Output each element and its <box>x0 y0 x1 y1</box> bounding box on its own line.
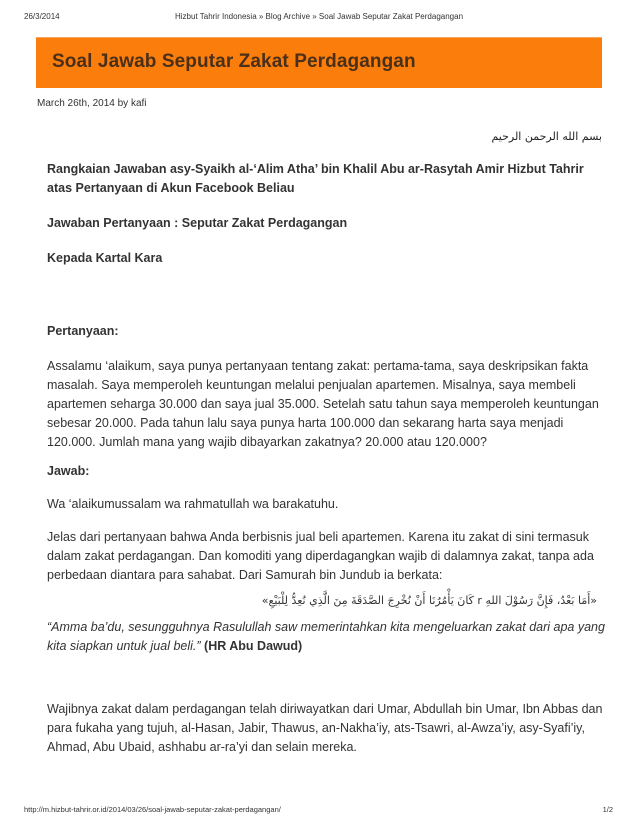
answer-greeting: Wa ‘alaikumussalam wa rahmatullah wa barakatuhu. <box>47 497 339 511</box>
article-recipient: Kepada Kartal Kara <box>47 251 163 265</box>
hadith-translation: “Amma ba’du, sesungguhnya Rasulullah saw memerintahkan kita mengeluarkan zakat dari apa yang kita siapkan untuk jual beli.” <box>47 620 605 653</box>
answer-paragraph-1: Jelas dari pertanyaan bahwa Anda berbisnis jual beli apartemen. Karena itu zakat di sini termasuk dalam zakat perdagangan. Dan komoditi yang diperdagangkan wajib di dalamnya zakat, tanpa ada perbedaan diantara para sahabat. Dari Samurah bin Jundub ia berkata: <box>47 530 594 582</box>
print-date: 26/3/2014 <box>24 12 60 21</box>
hadith-block <box>47 618 607 656</box>
footer-url[interactable]: http://m.hizbut-tahrir.or.id/2014/03/26/soal-jawab-seputar-zakat-perdagangan/ <box>24 805 281 814</box>
hadith-arabic: «أَمَا بَعْدُ، فَإِنَّ رَسُوْلَ اللهِ r كَانَ يَأْمُرُنَا أَنْ نُخْرِجَ الصَّدَقَةَ مِنَ الَّذِي نُعِدُّ لِلْبَيْعِ» <box>261 594 597 607</box>
bismillah: بسم الله الرحمن الرحيم <box>491 130 602 143</box>
article-title-bar <box>36 37 602 88</box>
answer-paragraph-2: Wajibnya zakat dalam perdagangan telah diriwayatkan dari Umar, Abdullah bin Umar, Ibn Abbas dan para fukaha yang tujuh, al-Hasan, Jabir, Thawus, an-Nakha’iy, ats-Tsawri, al-Awza’iy, asy-Syafi’iy, Ahmad, Abu Ubaid, ashhabu ar-ra’yi dan selain mereka. <box>47 702 603 754</box>
question-text: Assalamu ‘alaikum, saya punya pertanyaan tentang zakat: pertama-tama, saya deskripsikan fakta masalah. Saya memperoleh keuntungan melalui penjualan apartemen. Misalnya, saya membeli apartemen seharga 30.000 dan saya jual 35.000. Setelah satu tahun saya memperoleh keuntungan sebesar 20.000. Pada tahun lalu saya punya harta 100.000 dan sekarang harta saya menjadi 120.000. Jumlah mana yang wajib dibayarkan zakatnya? 20.000 atau 120.000? <box>47 359 599 449</box>
answer-heading: Jawab: <box>47 464 90 478</box>
article-title[interactable]: Soal Jawab Seputar Zakat Perdagangan <box>52 51 416 72</box>
hadith-source: (HR Abu Dawud) <box>204 639 303 653</box>
article-intro: Rangkaian Jawaban asy-Syaikh al-‘Alim Atha’ bin Khalil Abu ar-Rasytah Amir Hizbut Tahrir atas Pertanyaan di Akun Facebook Beliau <box>47 162 584 195</box>
article-meta: March 26th, 2014 by kafi <box>37 98 147 109</box>
article-subtitle: Jawaban Pertanyaan : Seputar Zakat Perdagangan <box>47 216 348 230</box>
footer-page-number: 1/2 <box>602 805 613 814</box>
question-heading: Pertanyaan: <box>47 324 119 338</box>
print-page-title: Hizbut Tahrir Indonesia » Blog Archive » Soal Jawab Seputar Zakat Perdagangan <box>174 12 464 21</box>
article-content <box>47 160 607 757</box>
